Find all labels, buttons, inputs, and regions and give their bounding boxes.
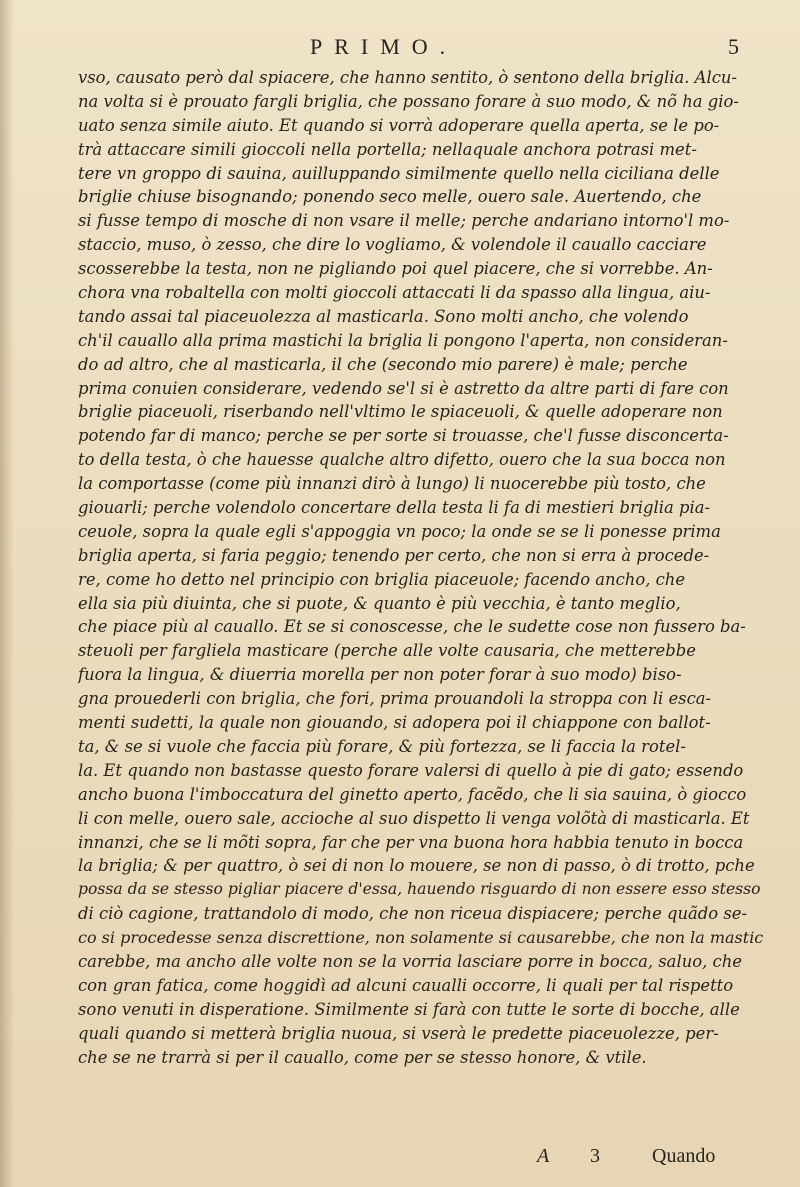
running-head: PRIMO. xyxy=(310,34,458,59)
text-line: potendo far di manco; perche se per sorte si trouasse, che'l fusse disconcerta- xyxy=(78,426,729,446)
text-line: ta, & se si vuole che faccia più forare, & più fortezza, se li faccia la rotel- xyxy=(78,736,686,756)
text-line: carebbe, ma ancho alle volte non se la vorria lasciare porre in bocca, saluo, che xyxy=(78,951,742,971)
text-line: co si procedesse senza discrettione, non solamente si causarebbe, che non la mastic xyxy=(78,928,764,948)
text-line: giouarli; perche volendolo concertare della testa li fa di mestieri briglia pia- xyxy=(78,498,711,518)
text-line: si fusse tempo di mosche di non vsare il melle; perche andariano intorno'l mo- xyxy=(78,211,730,231)
text-line: di ciò cagione, trattandolo di modo, che non riceua dispiacere; perche quãdo se- xyxy=(78,904,748,924)
text-line: quali quando si metterà briglia nuoua, si vserà le predette piaceuolezze, per- xyxy=(78,1023,719,1043)
text-line: la briglia; & per quattro, ò sei di non lo mouere, se non di passo, ò di trotto, pche xyxy=(78,856,755,876)
text-line: briglie chiuse bisognando; ponendo seco melle, ouero sale. Auertendo, che xyxy=(78,187,702,207)
signature-mark: A xyxy=(537,1145,550,1167)
text-line: na volta si è prouato fargli briglia, che possano forare à suo modo, & nõ ha gio- xyxy=(78,91,739,111)
text-line: la. Et quando non bastasse questo forare valersi di quello à pie di gato; essendo xyxy=(78,760,744,780)
text-line: re, come ho detto nel principio con briglia piaceuole; facendo ancho, che xyxy=(78,569,686,589)
text-line: fuora la lingua, & diuerria morella per non poter forar à suo modo) biso- xyxy=(78,665,682,685)
text-line: possa da se stesso pigliar piacere d'essa, hauendo risguardo di non essere esso stesso xyxy=(78,880,761,899)
text-line: briglia aperta, si faria peggio; tenendo per certo, che non si erra à procede- xyxy=(78,545,710,565)
text-line: con gran fatica, come hoggidì ad alcuni caualli occorre, li quali per tal rispetto xyxy=(78,975,734,995)
text-line: prima conuien considerare, vedendo se'l si è astretto da altre parti di fare con xyxy=(78,378,729,398)
text-line: chora vna robaltella con molti gioccoli attaccati li da spasso alla lingua, aiu- xyxy=(78,283,711,303)
text-line: tando assai tal piaceuolezza al masticarla. Sono molti ancho, che volendo xyxy=(78,306,689,326)
page-header xyxy=(0,34,800,64)
text-line: la comportasse (come più innanzi dirò à lungo) li nuocerebbe più tosto, che xyxy=(78,474,706,494)
text-line: to della testa, ò che hauesse qualche altro difetto, ouero che la sua bocca non xyxy=(78,450,726,470)
text-line: che piace più al cauallo. Et se si conoscesse, che le sudette cose non fussero ba- xyxy=(78,617,746,637)
text-line: ch'il cauallo alla prima mastichi la briglia li pongono l'aperta, non consideran- xyxy=(78,330,728,350)
text-line: innanzi, che se li mõti sopra, far che per vna buona hora habbia tenuto in bocca xyxy=(78,832,744,852)
page-gutter-shadow xyxy=(0,0,14,1187)
text-line: trà attaccare simili gioccoli nella portella; nellaquale anchora potrasi met- xyxy=(78,139,697,159)
text-line: briglie piaceuoli, riserbando nell'vltimo le spiaceuoli, & quelle adoperare non xyxy=(78,402,723,422)
text-line: ella sia più diuinta, che si puote, & quanto è più vecchia, è tanto meglio, xyxy=(78,593,681,613)
text-line: ceuole, sopra la quale egli s'appoggia vn poco; la onde se se li ponesse prima xyxy=(78,521,721,541)
catchword: Quando xyxy=(652,1145,716,1167)
text-line: uato senza simile aiuto. Et quando si vorrà adoperare quella aperta, se le po- xyxy=(78,115,720,135)
text-line: che se ne trarrà si per il cauallo, come per se stesso honore, & vtile. xyxy=(78,1047,647,1067)
text-line: menti sudetti, la quale non giouando, si adopera poi il chiappone con ballot- xyxy=(78,713,711,733)
text-line: ancho buona l'imboccatura del ginetto aperto, facẽdo, che li sia sauina, ò giocco xyxy=(78,784,747,804)
text-line: tere vn groppo di sauina, auilluppando similmente quello nella ciciliana delle xyxy=(78,163,720,183)
text-line: do ad altro, che al masticarla, il che (secondo mio parere) è male; perche xyxy=(78,354,688,374)
text-line: li con melle, ouero sale, accioche al suo dispetto li venga volõtà di masticarla. Et xyxy=(78,808,750,828)
text-line: vso, causato però dal spiacere, che hanno sentito, ò sentono della briglia. Alcu- xyxy=(78,68,738,87)
text-line: staccio, muso, ò zesso, che dire lo vogliamo, & volendole il cauallo cacciare xyxy=(78,235,707,255)
text-line: scosserebbe la testa, non ne pigliando poi quel piacere, che si vorrebbe. An- xyxy=(78,259,713,279)
body-text xyxy=(78,66,768,1069)
text-line: sono venuti in disperatione. Similmente si farà con tutte le sorte di bocche, alle xyxy=(78,999,740,1019)
page-footer xyxy=(0,1145,800,1175)
text-line: gna prouederli con briglia, che fori, prima prouandoli la stroppa con li esca- xyxy=(78,689,712,709)
signature-number: 3 xyxy=(590,1145,600,1167)
text-line: steuoli per fargliela masticare (perche alle volte causaria, che metterebbe xyxy=(78,641,696,661)
page-number: 5 xyxy=(728,34,739,59)
